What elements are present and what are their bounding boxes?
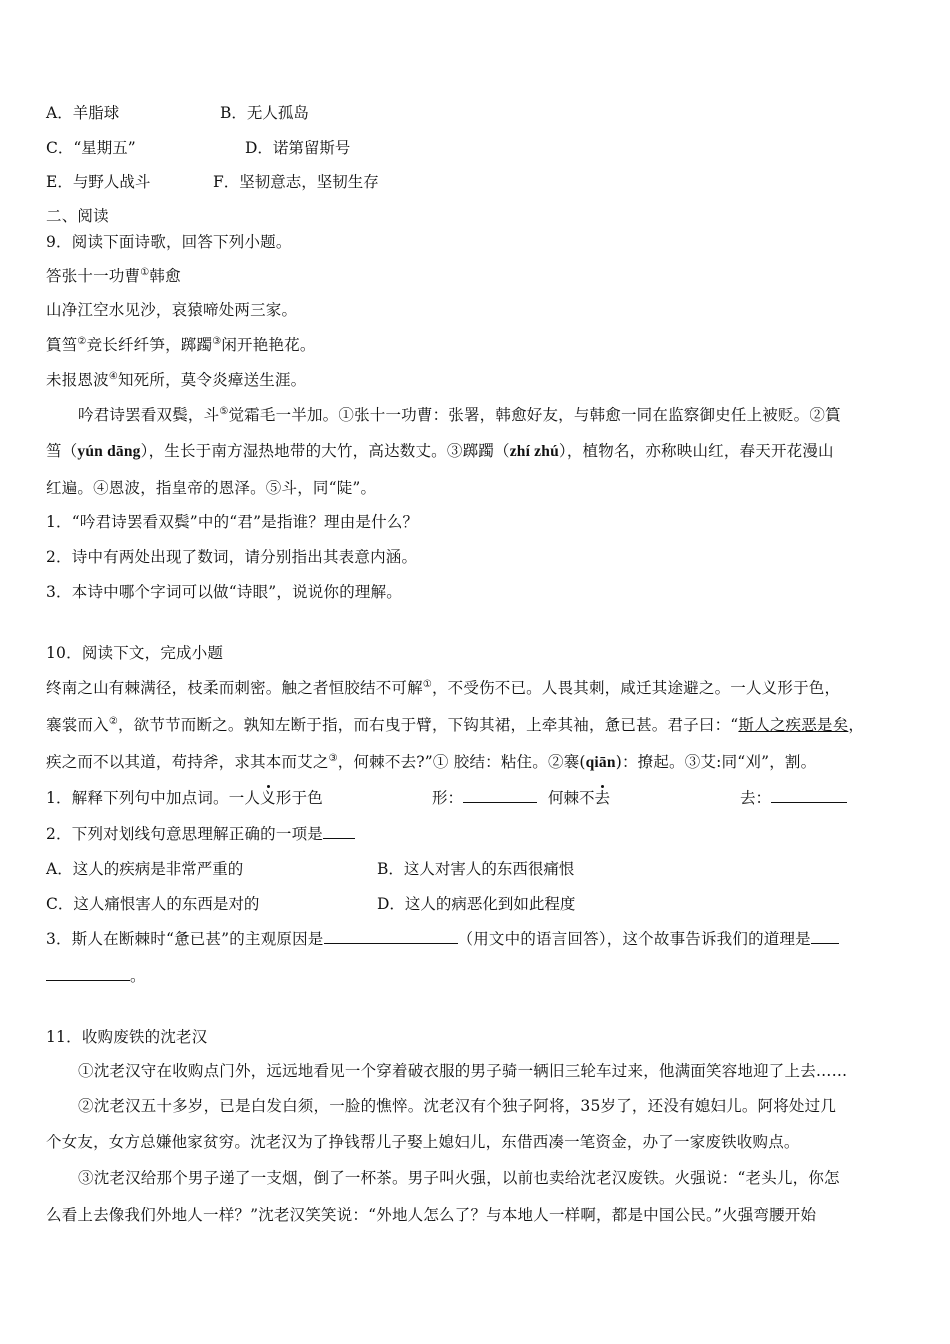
q11-para-2-cont: 个女友，女方总嫌他家贫穷。沈老汉为了挣钱帮儿子娶上媳妇儿，东借西凑一笔资金，办了一家废铁收购点。 — [46, 1133, 800, 1151]
q10-opt-c: C．这人痛恨害人的东西是对的 — [46, 895, 260, 913]
option-b: B．无人孤岛 — [220, 104, 309, 122]
q10-intro: 10．阅读下文，完成小题 — [46, 644, 224, 662]
q10-sub-1-blank-b: 去： — [740, 787, 847, 809]
q11-para-1: ①沈老汉守在收购点门外，远远地看见一个穿着破衣服的男子骑一辆旧三轮车过来，他满面笑容地迎了上去…… — [78, 1062, 848, 1080]
q10-sub-3: 3．斯人在断棘时“惫已甚”的主观原因是 （用文中的语言回答），这个故事告诉我们的道理是 — [46, 928, 910, 950]
underlined-sentence: 斯人之疾恶是矣 — [738, 716, 849, 734]
q10-sub-3-cont: 。 — [46, 965, 910, 987]
option-c: C．“星期五” — [46, 139, 136, 157]
option-e: E．与野人战斗 — [46, 173, 151, 191]
section-title: 二、阅读 — [46, 207, 109, 225]
q11-title: 11．收购废铁的沈老汉 — [46, 1028, 208, 1046]
option-f: F．坚韧意志，坚韧生存 — [213, 173, 379, 191]
poem-notes-end: 红遍。④恩波，指皇帝的恩泽。⑤斗，同“陡”。 — [46, 479, 377, 497]
dotted-word-qu: 去 — [594, 789, 611, 807]
q10-passage-line-3: 疾之而不以其道，苟持斧，求其本而艾之③，何棘不去?”① 胶结：粘住。②褰(qiān)：撩起。③艾:同“刈”，割。 — [46, 752, 817, 771]
q10-opt-a: A．这人的疾病是非常严重的 — [46, 860, 244, 878]
poem-notes: 筜（yún dāng），生长于南方湿热地带的大竹，高达数丈。③踯躅（zhí zhú），植物名，亦称映山红，春天开花漫山 — [46, 442, 834, 460]
dotted-word-yi: 义 — [260, 789, 276, 807]
q11-para-3: ③沈老汉给那个男子递了一支烟，倒了一杯茶。男子叫火强，以前也卖给沈老汉废铁。火强说：“老头儿，你怎 — [78, 1169, 840, 1187]
option-d: D．诺第留斯号 — [245, 139, 351, 157]
q9-sub-1: 1．“吟君诗罢看双鬓”中的“君”是指谁？理由是什么？ — [46, 513, 419, 531]
q10-sub-1-phrase: 何棘不去 — [548, 789, 611, 807]
q9-sub-2: 2．诗中有两处出现了数词，请分别指出其表意内涵。 — [46, 548, 418, 566]
poem-title: 答张十一功曹①韩愈 — [46, 266, 181, 285]
q11-para-3-cont: 么看上去像我们外地人一样？”沈老汉笑笑说：“外地人怎么了？与本地人一样啊，都是中国公民。”火强弯腰开始 — [46, 1206, 817, 1224]
q10-opt-b: B．这人对害人的东西很痛恨 — [377, 860, 575, 878]
poem-line-1: 山净江空水见沙，哀猿啼处两三家。 — [46, 301, 298, 319]
poem-line-4: 吟君诗罢看双鬓，斗⑤觉霜毛一半加。①张十一功曹：张署，韩愈好友，与韩愈一同在监察御史任上被贬。②篔 — [78, 405, 841, 424]
q10-sub-1-blank-a: 形： — [432, 787, 537, 809]
q10-sub-1: 1．解释下列句中加点词。一人义形于色 — [46, 789, 323, 807]
option-a: A．羊脂球 — [46, 104, 120, 122]
poem-line-3: 未报恩波④知死所，莫令炎瘴送生涯。 — [46, 370, 307, 389]
q10-sub-2: 2．下列对划线句意思理解正确的一项是 — [46, 823, 910, 845]
q10-passage-line-1: 终南之山有棘满径，枝柔而刺密。触之者恒胶结不可解①，不受伤不已。人畏其刺，咸迁其途避之。一人义形于色， — [46, 678, 841, 697]
poem-line-2: 篔筜②竞长纤纤笋，踯躅③闲开艳艳花。 — [46, 335, 316, 354]
q10-opt-d: D．这人的病恶化到如此程度 — [377, 895, 576, 913]
q9-intro: 9．阅读下面诗歌，回答下列小题。 — [46, 233, 292, 251]
q11-para-2: ②沈老汉五十多岁，已是白发白须，一脸的憔悴。沈老汉有个独子阿将，35岁了，还没有媳妇儿。阿将处过几 — [78, 1097, 837, 1115]
q10-passage-line-2: 褰裳而入②，欲节节而断之。孰知左断于指，而右曳于臂，下钩其裙，上牵其袖，惫已甚。君子曰：“斯人之疾恶是矣， — [46, 715, 865, 734]
q9-sub-3: 3．本诗中哪个字词可以做“诗眼”，说说你的理解。 — [46, 583, 403, 601]
